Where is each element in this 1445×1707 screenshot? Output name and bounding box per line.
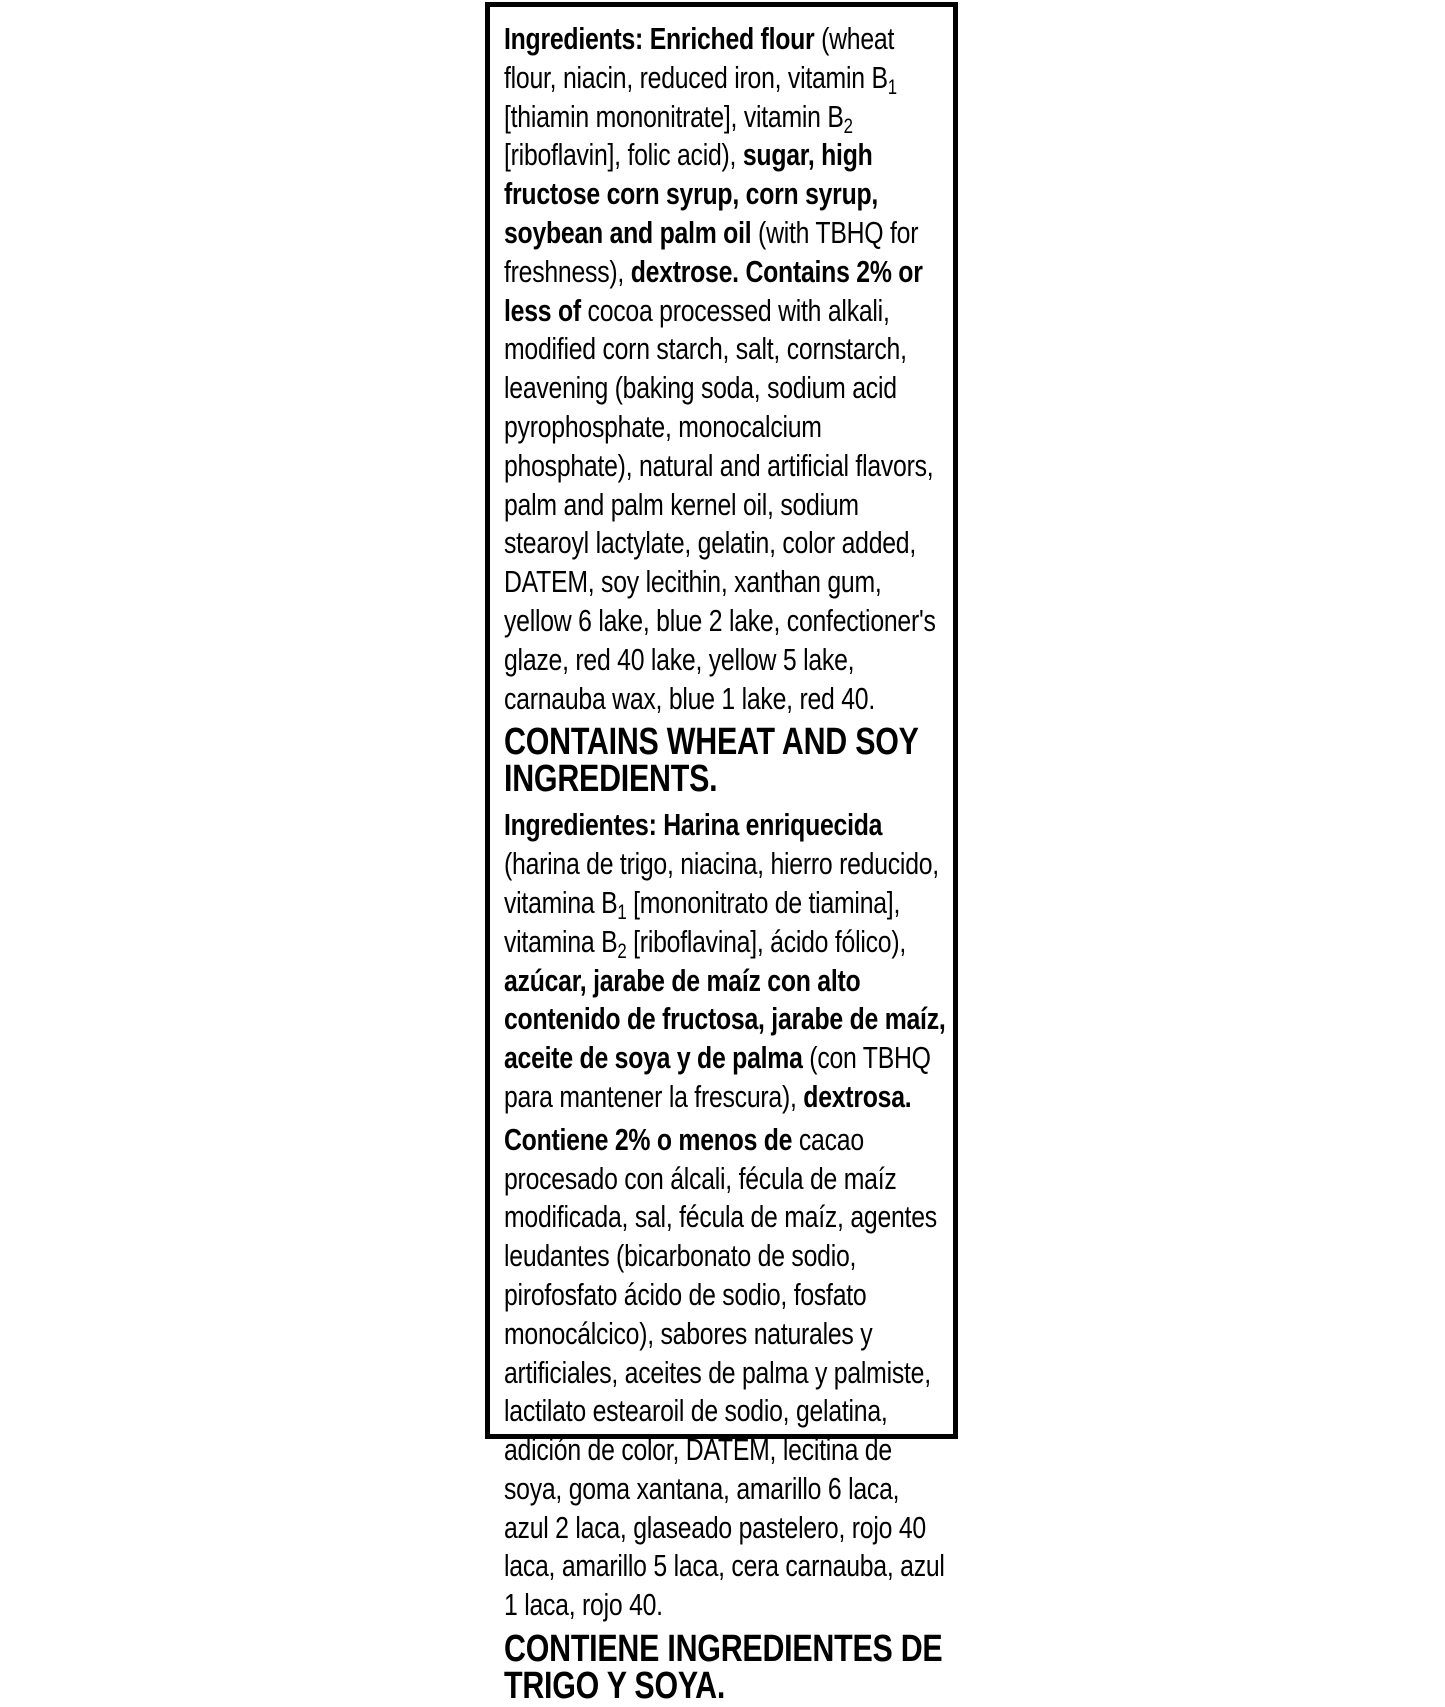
flour-detail-text: [thiamin mononitrate], vitamin B	[504, 98, 844, 134]
contains-less-heading: Contains 2% or less of	[504, 253, 923, 328]
dextrose-text: dextrose.	[630, 253, 739, 289]
spanish-minor-ingredients-paragraph	[504, 1121, 948, 1625]
subscript-2: 2	[843, 114, 853, 138]
harina-detail-text: [riboflavina], ácido fólico),	[626, 923, 907, 959]
flour-detail-text: [riboflavin], folic acid),	[504, 137, 743, 173]
minor-ingredients-text: cocoa processed with alkali, modified corn starch, salt, cornstarch, leavening (baking soda, sodium acid pyrophosphate, monocalcium phosphate), natural and artificial flavors, palm and palm kernel oil, sodium stearoyl lactylate, gelatin, color added, DATEM, soy lecithin, xanthan gum, yellow 6 lake, blue 2 lake, confectioner's glaze, red 40 lake, yellow 5 lake, carnauba wax, blue 1 lake, red 40.	[504, 292, 936, 716]
flour-detail-text: (wheat flour, niacin, reduced iron, vitamin B	[504, 21, 895, 95]
azucar-aceites-text: azúcar, jarabe de maíz con alto contenido de fructosa, jarabe de maíz, aceite de soya y de palma	[504, 962, 946, 1076]
spanish-allergen-statement: CONTIENE INGREDIENTES DE TRIGO Y SOYA.	[504, 1628, 943, 1707]
harina-enriquecida-text: Harina enriquecida	[663, 807, 883, 843]
subscript-2: 2	[617, 939, 627, 963]
ingredients-label-panel	[485, 2, 958, 1707]
sweeteners-oils-text: sugar, high fructose corn syrup, corn syrup, soybean and palm oil	[504, 137, 879, 250]
english-allergen-statement: CONTAINS WHEAT AND SOY INGREDIENTS.	[504, 721, 919, 801]
english-ingredients-paragraph	[504, 20, 948, 718]
spanish-ingredients-paragraph	[504, 806, 948, 1116]
dextrosa-text: dextrosa.	[803, 1078, 912, 1114]
enriched-flour-text: Enriched flour	[649, 21, 815, 56]
tbhq-text: (con TBHQ para mantener la frescura),	[504, 1040, 931, 1114]
ingredientes-heading: Ingredientes:	[504, 807, 657, 843]
ingredients-text-block	[504, 20, 946, 1707]
tbhq-text: (with TBHQ for freshness),	[504, 214, 919, 289]
ingredients-heading: Ingredients:	[504, 21, 644, 56]
subscript-1: 1	[617, 900, 627, 924]
ingredientes-menores-text: cacao procesado con álcali, fécula de maíz modificada, sal, fécula de maíz, agentes leudantes (bicarbonato de sodio, pirofosfato ácido de sodio, fosfato monocálcico), sabores naturales y artificiales, aceites de palma y palmiste, lactilato estearoil de sodio, gelatina, adición de color, DATEM, lecitina de soya, goma xantana, amarillo 6 laca, azul 2 laca, glaseado pastelero, rojo 40 laca, amarillo 5 laca, cera carnauba, azul 1 laca, rojo 40.	[504, 1121, 945, 1623]
contiene-menos-heading: Contiene 2% o menos de	[504, 1121, 793, 1157]
subscript-1: 1	[887, 75, 897, 99]
harina-detail-text: (harina de trigo, niacina, hierro reducido, vitamina B	[504, 846, 939, 920]
harina-detail-text: [mononitrato de tiamina], vitamina B	[504, 884, 901, 959]
